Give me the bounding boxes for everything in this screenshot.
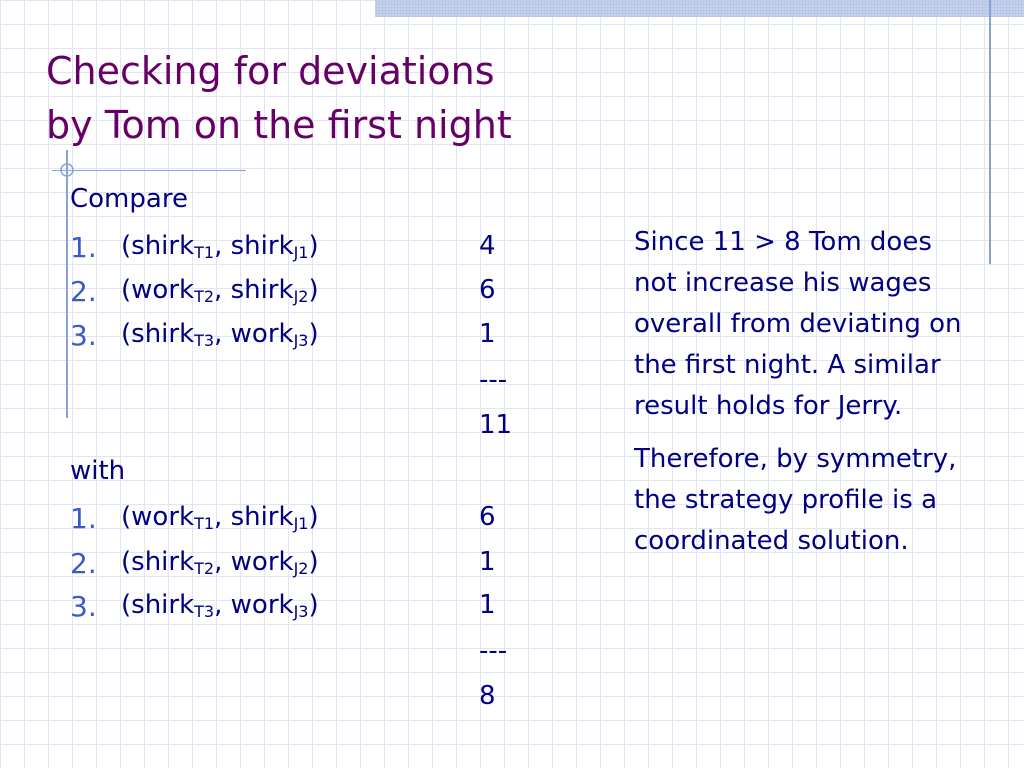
with-total: 8	[479, 681, 496, 711]
conclusion-text	[634, 222, 969, 574]
with-label: with	[70, 456, 126, 486]
compare-item-2	[70, 275, 550, 319]
with-item-3	[70, 590, 550, 634]
payoff-value: 1	[479, 590, 496, 620]
compare-total: 11	[479, 410, 513, 440]
list-number: 1.	[70, 502, 97, 535]
list-number: 2.	[70, 275, 97, 308]
slide-title	[46, 44, 512, 152]
list-number: 3.	[70, 590, 97, 623]
payoff-value: 1	[479, 547, 496, 577]
payoff-value: 6	[479, 502, 496, 532]
payoff-value: 6	[479, 275, 496, 305]
compare-item-1	[70, 231, 550, 275]
list-number: 2.	[70, 547, 97, 580]
strategy-pair: (shirk$_{T2}$, work$_{J2}$)	[121, 547, 319, 578]
compare-divider: ---	[479, 365, 508, 395]
compare-label: Compare	[70, 184, 188, 214]
list-number: 3.	[70, 319, 97, 352]
strategy-pair: (shirk$_{T3}$, work$_{J3}$)	[121, 590, 319, 621]
conclusion-paragraph-2: Therefore, by symmetry, the strategy profile is a coordinated solution.	[634, 444, 957, 556]
title-line-1: Checking for deviations	[46, 49, 495, 93]
with-item-1	[70, 502, 550, 546]
list-number: 1.	[70, 231, 97, 264]
payoff-value: 1	[479, 319, 496, 349]
right-vertical-rule	[989, 0, 991, 264]
strategy-pair: (work$_{T2}$, shirk$_{J2}$)	[121, 275, 319, 306]
title-line-2: by Tom on the first night	[46, 103, 512, 147]
strategy-pair: (shirk$_{T3}$, work$_{J3}$)	[121, 319, 319, 350]
crosshair-icon	[57, 160, 77, 180]
strategy-pair: (work$_{T1}$, shirk$_{J1}$)	[121, 502, 319, 533]
payoff-value: 4	[479, 231, 496, 261]
strategy-pair: (shirk$_{T1}$, shirk$_{J1}$)	[121, 231, 319, 262]
top-decorative-band	[375, 0, 1024, 17]
with-item-2	[70, 547, 550, 591]
conclusion-paragraph-1: Since 11 > 8 Tom does not increase his wages overall from deviating on the first night. A similar result holds for Jerry.	[634, 227, 962, 421]
left-vertical-rule	[66, 150, 68, 418]
title-underline-rule	[52, 170, 246, 171]
with-divider: ---	[479, 636, 508, 666]
compare-item-3	[70, 319, 550, 363]
